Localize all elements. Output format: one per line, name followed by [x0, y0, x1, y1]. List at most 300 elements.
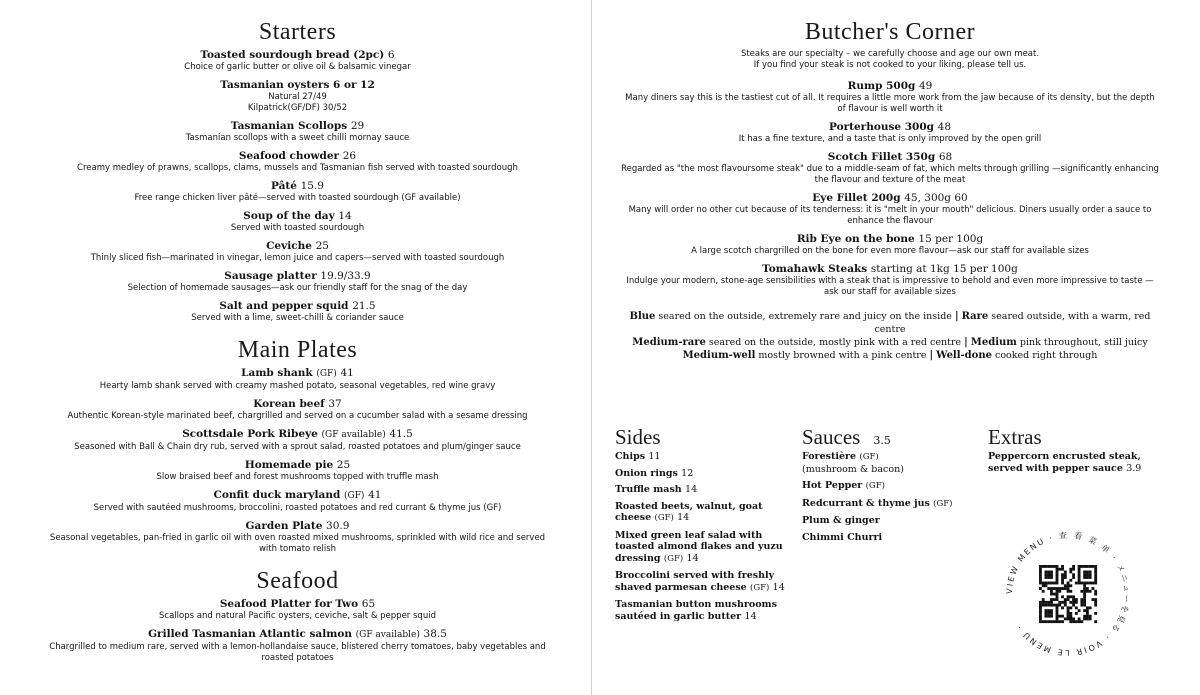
menu-item-price: 38.5 [423, 628, 447, 640]
qr-module [1083, 609, 1086, 612]
qr-module [1078, 568, 1081, 571]
qr-module [1056, 571, 1059, 574]
sides-section [615, 425, 795, 627]
menu-item-price: 21.5 [352, 300, 376, 312]
doneness-line-1 [620, 310, 1160, 336]
qr-module [1089, 565, 1092, 568]
menu-item-name-line [40, 520, 555, 533]
menu-item-name-line [620, 192, 1160, 205]
mains-list [40, 367, 555, 555]
menu-item-name-line [40, 300, 555, 313]
side-item [615, 570, 795, 594]
qr-module [1094, 598, 1097, 601]
qr-module [1061, 615, 1064, 618]
menu-item-name: Korean beef [253, 398, 325, 410]
menu-item-price: 25 [336, 459, 351, 471]
menu-item-name: Rump 500g [847, 80, 916, 92]
qr-module [1078, 565, 1081, 568]
qr-module [1064, 604, 1067, 607]
qr-module [1086, 587, 1089, 590]
qr-module [1050, 576, 1053, 579]
menu-item-desc: Scallops and natural Pacific oysters, ceviche, salt & pepper squid [159, 611, 436, 621]
qr-module [1083, 565, 1086, 568]
qr-module [1045, 612, 1048, 615]
qr-module [1094, 579, 1097, 582]
qr-module [1083, 604, 1086, 607]
qr-module [1050, 604, 1053, 607]
menu-item-price: 68 [938, 151, 953, 163]
qr-module [1056, 573, 1059, 576]
qr-module [1086, 606, 1089, 609]
qr-module [1042, 598, 1045, 601]
menu-item-desc: Indulge your modern, stone-age sensibilities with a steak that is impressive to behold and even more impressive to taste —ask our staff for available sizes [626, 276, 1154, 297]
menu-item-tag: (GF) [343, 491, 365, 501]
qr-module [1069, 617, 1072, 620]
qr-module [1080, 601, 1083, 604]
qr-module [1053, 587, 1056, 590]
qr-module [1050, 601, 1053, 604]
qr-module [1039, 617, 1042, 620]
qr-module [1072, 565, 1075, 568]
qr-module [1061, 606, 1064, 609]
qr-module [1083, 590, 1086, 593]
qr-module [1045, 576, 1048, 579]
qr-module [1075, 606, 1078, 609]
qr-module [1094, 593, 1097, 596]
side-item-price: 14 [677, 512, 690, 523]
doneness-medium-desc: pink throughout, still juicy [1019, 337, 1148, 348]
qr-module [1061, 595, 1064, 598]
menu-item [40, 49, 555, 73]
qr-module [1078, 617, 1081, 620]
menu-item-tag: (GF available) [321, 430, 386, 440]
qr-module [1078, 620, 1081, 623]
side-item-name: Broccolini served with freshly shaved parmesan cheese [615, 570, 775, 593]
qr-module [1050, 612, 1053, 615]
menu-item-name: Seafood Platter for Two [219, 598, 359, 610]
side-item-name: Tasmanian button mushrooms sautéed in garlic butter [615, 599, 777, 622]
menu-item-price: 14 [338, 210, 352, 222]
qr-module [1086, 609, 1089, 612]
qr-module [1039, 576, 1042, 579]
qr-module [1086, 590, 1089, 593]
qr-module [1047, 609, 1050, 612]
menu-item-name-line [40, 489, 555, 503]
menu-item-name: Rib Eye on the bone [796, 233, 915, 245]
qr-module [1089, 606, 1092, 609]
menu-item-desc: Many diners say this is the tastiest cut of all. It requires a little more work from the jaw because of its density, but the depth of flavour is well worth it [625, 93, 1155, 114]
menu-item-desc: Slow braised beef and forest mushrooms topped with truffle mash [156, 472, 439, 482]
qr-module [1061, 573, 1064, 576]
qr-module [1075, 612, 1078, 615]
menu-item-name: Grilled Tasmanian Atlantic salmon [148, 628, 352, 640]
qr-module [1047, 571, 1050, 574]
menu-item-desc: Free range chicken liver pâté—served with toasted sourdough (GF available) [134, 193, 461, 203]
qr-module [1039, 587, 1042, 590]
qr-module [1058, 620, 1061, 623]
qr-module [1080, 604, 1083, 607]
qr-module [1064, 617, 1067, 620]
qr-module [1061, 579, 1064, 582]
extras-title: Extras [988, 425, 1042, 449]
menu-item-price: 41 [340, 367, 354, 379]
qr-ring-text: VIEW MENU · 查 看 菜 单 · メニューを見る · VOIR LE MENU · [1004, 530, 1132, 658]
qr-module [1047, 576, 1050, 579]
menu-item [40, 459, 555, 483]
qr-module [1045, 571, 1048, 574]
menu-item-name: Scottsdale Pork Ribeye [182, 428, 318, 440]
qr-module [1047, 615, 1050, 618]
menu-item [620, 80, 1160, 115]
menu-item-name-line [40, 150, 555, 163]
menu-item [40, 428, 555, 453]
menu-item-desc: Regarded as "the most flavoursome steak" due to a middle-seam of fat, which melts through grilling —significantly enhancing the flavour and texture of the meat [621, 164, 1159, 185]
qr-module [1067, 587, 1070, 590]
menu-item-name-line [40, 367, 555, 381]
menu-item-name: Ceviche [266, 240, 312, 252]
menu-item-name: Seafood chowder [238, 150, 340, 162]
sauce-item [802, 498, 977, 511]
menu-item-name: Soup of the day [243, 210, 335, 222]
qr-module [1078, 582, 1081, 585]
doneness-blue: Blue [629, 311, 656, 322]
qr-module [1045, 604, 1048, 607]
sauce-item-tag: (GF) [865, 481, 885, 491]
doneness-sep: | [954, 311, 959, 322]
sauce-item-name: Forestière [802, 451, 857, 462]
qr-module [1072, 573, 1075, 576]
qr-module [1064, 601, 1067, 604]
menu-item-price: 19.9/33.9 [320, 270, 371, 282]
menu-item-desc: Many will order no other cut because of its tenderness: it is "melt in your mouth" delicious. Diners usually order a sauce to enhance the flavour [628, 205, 1152, 226]
doneness-medium-well: Medium-well [682, 350, 756, 361]
qr-module [1053, 582, 1056, 585]
menu-item-name: Pâté [271, 180, 297, 192]
qr-module [1083, 617, 1086, 620]
qr-module [1039, 579, 1042, 582]
qr-module [1039, 573, 1042, 576]
qr-module [1086, 612, 1089, 615]
menu-item-desc: Thinly sliced fish—marinated in vinegar, lemon juice and capers—served with toasted sourdough [90, 253, 505, 263]
qr-module [1094, 573, 1097, 576]
qr-module [1086, 617, 1089, 620]
qr-module [1050, 565, 1053, 568]
qr-module [1086, 576, 1089, 579]
qr-code-icon [1002, 528, 1134, 660]
menu-item-desc: Seasonal vegetables, pan-fried in garlic oil with oven roasted mixed mushrooms, sprinkled with wild rice and served with tomato relish [49, 533, 546, 554]
qr-module [1089, 576, 1092, 579]
sauce-item [802, 480, 977, 493]
menu-item-price: 29 [350, 120, 365, 132]
qr-module [1039, 601, 1042, 604]
menu-item-tag: (GF) [316, 369, 337, 379]
extras-section [988, 425, 1178, 479]
menu-item [40, 598, 555, 622]
side-item [615, 599, 795, 622]
qr-module [1061, 601, 1064, 604]
qr-module [1047, 573, 1050, 576]
qr-module [1039, 571, 1042, 574]
menu-item-name: Scotch Fillet 350g [827, 151, 936, 163]
qr-module [1064, 587, 1067, 590]
qr-module [1042, 582, 1045, 585]
sauce-item [802, 451, 977, 475]
qr-module [1047, 582, 1050, 585]
butchers-title: Butcher's Corner [804, 19, 976, 45]
qr-module [1056, 606, 1059, 609]
side-item-tag: (GF) [663, 553, 684, 564]
seafood-title: Seafood [256, 568, 339, 594]
qr-module [1080, 620, 1083, 623]
qr-module [1056, 604, 1059, 607]
qr-module [1056, 595, 1059, 598]
menu-item [40, 240, 555, 264]
qr-module [1058, 568, 1061, 571]
qr-module [1050, 582, 1053, 585]
side-item [615, 468, 795, 480]
menu-item-price: 37 [328, 398, 342, 410]
starters-title: Starters [258, 19, 337, 45]
qr-module [1058, 590, 1061, 593]
qr-module [1080, 565, 1083, 568]
qr-module [1056, 590, 1059, 593]
qr-module [1083, 615, 1086, 618]
qr-module [1089, 617, 1092, 620]
doneness-guide [620, 310, 1160, 362]
qr-module [1045, 609, 1048, 612]
menu-item-price: starting at 1kg 15 per 100g [870, 263, 1018, 275]
sauces-price: 3.5 [873, 434, 891, 447]
menu-item-name: Eye Fillet 200g [812, 192, 901, 204]
menu-item [620, 192, 1160, 227]
qr-module [1091, 598, 1094, 601]
side-item-name: Onion rings [615, 467, 678, 479]
right-page [620, 18, 1160, 362]
side-item-tag: (GF) [654, 513, 674, 523]
qr-module [1042, 601, 1045, 604]
qr-module [1078, 579, 1081, 582]
menu-item-desc: Authentic Korean-style marinated beef, chargrilled and served on a cucumber salad with a sesame dressing [67, 411, 528, 421]
left-page [40, 18, 555, 670]
qr-module [1061, 582, 1064, 585]
menu-item-name: Sausage platter [224, 270, 317, 282]
qr-module [1080, 590, 1083, 593]
qr-module [1083, 601, 1086, 604]
menu-item-name-line [620, 263, 1160, 276]
qr-module [1053, 593, 1056, 596]
qr-module [1039, 615, 1042, 618]
qr-module [1069, 584, 1072, 587]
qr-module [1094, 612, 1097, 615]
qr-module [1069, 571, 1072, 574]
menu-item [40, 398, 555, 422]
menu-item-desc: It has a fine texture, and a taste that is only improved by the open grill [738, 134, 1042, 144]
qr-module [1061, 620, 1064, 623]
qr-module [1080, 598, 1083, 601]
menu-item-price: 65 [361, 598, 376, 610]
sauces-header [802, 425, 977, 449]
menu-item-price: 45, 300g 60 [904, 192, 968, 204]
qr-module [1083, 595, 1086, 598]
qr-module [1050, 615, 1053, 618]
qr-module [1056, 620, 1059, 623]
qr-module [1083, 582, 1086, 585]
menu-item-price: 26 [342, 150, 357, 162]
seafood-list [40, 598, 555, 664]
qr-module [1067, 606, 1070, 609]
doneness-rare: Rare [961, 311, 989, 322]
side-item-price: 14 [686, 552, 699, 564]
qr-module [1069, 615, 1072, 618]
menu-item-name-line [40, 210, 555, 223]
qr-module [1045, 620, 1048, 623]
qr-module [1042, 604, 1045, 607]
menu-item-name-line [40, 120, 555, 133]
menu-item-option: Natural 27/49 [268, 92, 327, 102]
side-item [615, 501, 795, 525]
qr-module [1047, 587, 1050, 590]
qr-module [1067, 595, 1070, 598]
qr-module [1053, 598, 1056, 601]
qr-module [1078, 571, 1081, 574]
doneness-medium-well-desc: mostly browned with a pink centre [758, 350, 927, 361]
qr-module [1094, 571, 1097, 574]
qr-module [1078, 576, 1081, 579]
qr-module [1083, 584, 1086, 587]
qr-module [1075, 620, 1078, 623]
menu-item-desc: Tasmanian scollops with a sweet chilli mornay sauce [185, 133, 410, 143]
menu-item-desc: Seasoned with Ball & Chain dry rub, served with a sprout salad, roasted potatoes and plum/ginger sauce [74, 442, 521, 452]
menu-item-price: 25 [315, 240, 329, 252]
qr-module [1069, 620, 1072, 623]
qr-module [1045, 615, 1048, 618]
qr-module [1094, 565, 1097, 568]
qr-module [1056, 615, 1059, 618]
sauce-item-name: Redcurrant & thyme jus [802, 497, 930, 509]
qr-module [1089, 582, 1092, 585]
menu-item-name-line [40, 459, 555, 472]
qr-module [1045, 601, 1048, 604]
menu-item-name: Lamb shank [241, 367, 313, 379]
sauces-section [802, 425, 977, 548]
menu-item-name-line [40, 79, 555, 92]
qr-module [1056, 612, 1059, 615]
qr-module [1069, 601, 1072, 604]
qr-module [1045, 584, 1048, 587]
qr-module [1086, 565, 1089, 568]
qr-module [1047, 612, 1050, 615]
menu-item-price: 6 [387, 49, 395, 61]
menu-item [620, 151, 1160, 186]
menu-item-name: Confit duck maryland [213, 489, 341, 501]
qr-module [1042, 565, 1045, 568]
doneness-medium-rare-desc: seared on the outside, mostly pink with a red centre [708, 337, 962, 348]
qr-module [1039, 606, 1042, 609]
qr-module [1078, 609, 1081, 612]
qr-module [1050, 593, 1053, 596]
menu-item-tag: (GF available) [355, 630, 420, 640]
menu-item [40, 489, 555, 514]
qr-module [1058, 615, 1061, 618]
menu-item [40, 270, 555, 294]
qr-module [1091, 565, 1094, 568]
qr-module [1042, 590, 1045, 593]
view-menu-qr[interactable] [1002, 528, 1134, 660]
menu-item-name: Porterhouse 300g [828, 121, 934, 133]
menu-item-name: Garden Plate [245, 520, 323, 532]
qr-module [1086, 615, 1089, 618]
mains-title: Main Plates [237, 337, 358, 363]
menu-item-price: 15.9 [300, 180, 324, 192]
sauce-item-name: Hot Pepper [802, 480, 863, 491]
qr-module [1080, 582, 1083, 585]
qr-module [1078, 573, 1081, 576]
menu-item-name-line [40, 240, 555, 253]
qr-module [1064, 573, 1067, 576]
side-item [615, 530, 795, 566]
sides-list [615, 451, 795, 622]
qr-module [1056, 593, 1059, 596]
menu-item-name: Homemade pie [244, 459, 334, 471]
qr-module [1075, 601, 1078, 604]
menu-item [40, 520, 555, 555]
qr-module [1050, 573, 1053, 576]
menu-item-price: 30.9 [326, 520, 350, 532]
qr-module [1050, 590, 1053, 593]
qr-module [1086, 582, 1089, 585]
qr-module [1056, 565, 1059, 568]
side-item-price: 14 [744, 610, 757, 622]
qr-module [1039, 620, 1042, 623]
qr-module [1056, 579, 1059, 582]
qr-module [1045, 582, 1048, 585]
qr-module [1091, 582, 1094, 585]
side-item-name: Truffle mash [615, 484, 682, 495]
doneness-sep: | [929, 350, 934, 361]
qr-module [1072, 595, 1075, 598]
qr-module [1039, 582, 1042, 585]
qr-module [1067, 609, 1070, 612]
menu-item [40, 180, 555, 204]
qr-module [1072, 601, 1075, 604]
qr-module [1089, 573, 1092, 576]
qr-module [1056, 576, 1059, 579]
qr-module [1086, 571, 1089, 574]
qr-module [1083, 573, 1086, 576]
menu-item-name-line [40, 628, 555, 642]
qr-module [1053, 620, 1056, 623]
qr-module [1094, 620, 1097, 623]
qr-module [1056, 582, 1059, 585]
qr-module [1067, 584, 1070, 587]
menu-item [40, 300, 555, 324]
qr-module [1072, 620, 1075, 623]
menu-item-name-line [620, 233, 1160, 246]
menu-item-desc: Served with toasted sourdough [230, 223, 365, 233]
doneness-line-3 [620, 349, 1160, 362]
sauces-title: Sauces [802, 425, 861, 449]
qr-module [1039, 609, 1042, 612]
qr-module [1069, 606, 1072, 609]
qr-module [1039, 612, 1042, 615]
qr-module [1061, 565, 1064, 568]
side-item-price: 14 [685, 484, 698, 495]
side-item [615, 451, 795, 463]
side-item-price: 12 [681, 467, 694, 479]
page-divider [591, 0, 592, 695]
menu-item-name-line [40, 598, 555, 611]
qr-module [1094, 582, 1097, 585]
